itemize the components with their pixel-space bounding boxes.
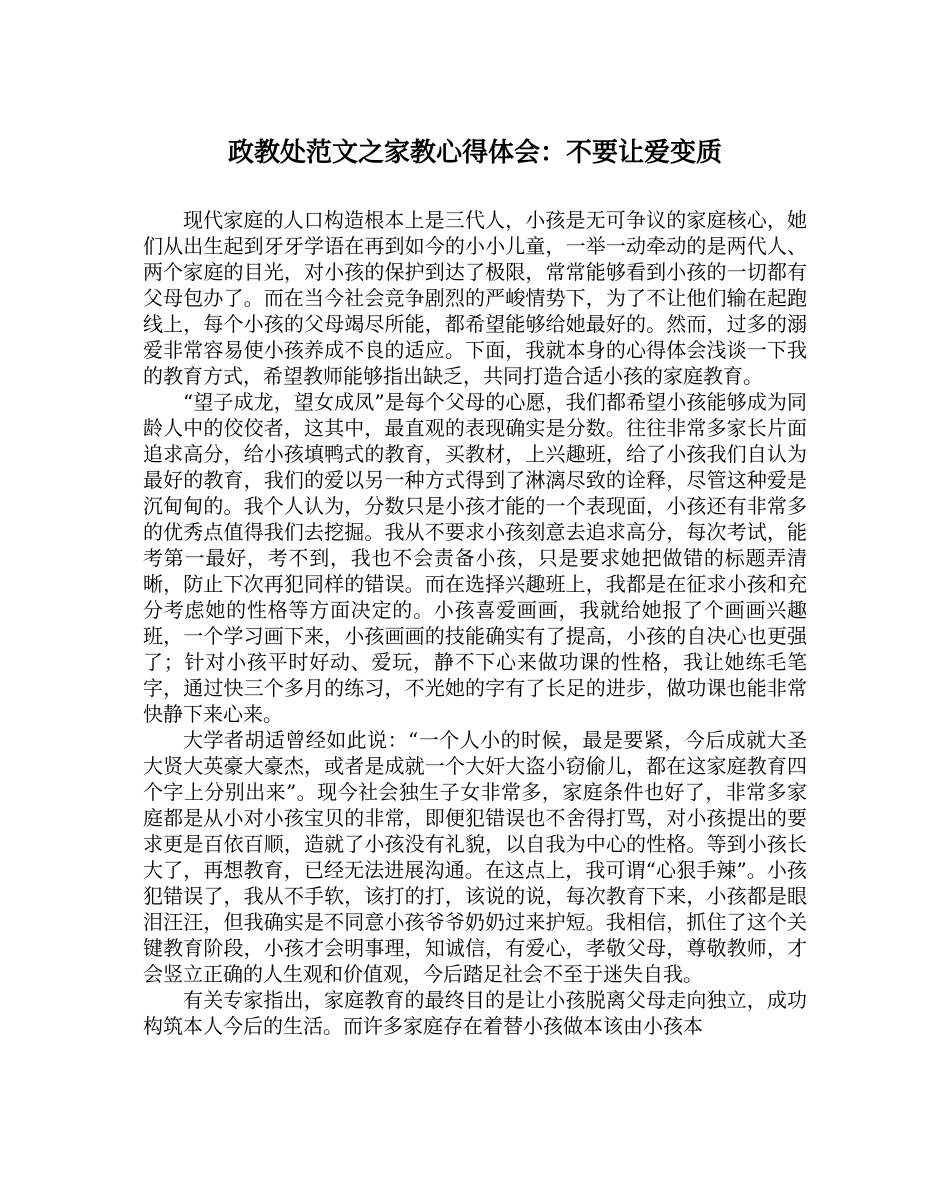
paragraph-4: 有关专家指出，家庭教育的最终目的是让小孩脱离父母走向独立，成功构筑本人今后的生活。而许多家庭存在着替小孩做本该由小孩本 — [143, 988, 807, 1038]
paragraph-1: 现代家庭的人口构造根本上是三代人，小孩是无可争议的家庭核心，她们从出生起到牙牙学语在再到如今的小小儿童，一举一动牵动的是两代人、两个家庭的目光，对小孩的保护到达了极限，常常能够看到小孩的一切都有父母包办了。而在当今社会竞争剧烈的严峻情势下，为了不让他们输在起跑线上，每个小孩的父母竭尽所能，都希望能够给她最好的。然而，过多的溺爱非常容易使小孩养成不良的适应。下面，我就本身的心得体会浅谈一下我的教育方式，希望教师能够指出缺乏，共同打造合适小孩的家庭教育。 — [143, 208, 807, 388]
document-body — [143, 207, 807, 1039]
paragraph-2: “望子成龙，望女成凤”是每个父母的心愿，我们都希望小孩能够成为同龄人中的佼佼者，这其中，最直观的表现确实是分数。往往非常多家长片面追求高分，给小孩填鸭式的教育，买教材，上兴趣班，给了小孩我们自认为最好的教育，我们的爱以另一种方式得到了淋漓尽致的诠释，尽管这种爱是沉甸甸的。我个人认为，分数只是小孩才能的一个表现面，小孩还有非常多的优秀点值得我们去挖掘。我从不要求小孩刻意去追求高分，每次考试，能考第一最好，考不到，我也不会责备小孩，只是要求她把做错的标题弄清晰，防止下次再犯同样的错误。而在选择兴趣班上，我都是在征求小孩和充分考虑她的性格等方面决定的。小孩喜爱画画，我就给她报了个画画兴趣班，一个学习画下来，小孩画画的技能确实有了提高，小孩的自决心也更强了；针对小孩平时好动、爱玩，静不下心来做功课的性格，我让她练毛笔字，通过快三个多月的练习，不光她的字有了长足的进步，做功课也能非常快静下来心来。 — [143, 390, 807, 726]
document-title: 政教处范文之家教心得体会：不要让爱变质 — [227, 138, 722, 168]
paragraph-3: 大学者胡适曾经如此说：“一个人小的时候，最是要紧，今后成就大圣大贤大英豪大豪杰，或者是成就一个大奸大盗小窃偷儿，都在这家庭教育四个字上分别出来”。现今社会独生子女非常多，家庭条件也好了，非常多家庭都是从小对小孩宝贝的非常，即便犯错误也不舍得打骂，对小孩提出的要求更是百依百顺，造就了小孩没有礼貌，以自我为中心的性格。等到小孩长大了，再想教育，已经无法进展沟通。在这点上，我可谓“心狠手辣”。小孩犯错误了，我从不手软，该打的打，该说的说，每次教育下来，小孩都是眼泪汪汪，但我确实是不同意小孩爷爷奶奶过来护短。我相信，抓住了这个关键教育阶段，小孩才会明事理，知诚信，有爱心，孝敬父母，尊敬教师，才会竖立正确的人生观和价值观，今后踏足社会不至于迷失自我。 — [143, 728, 807, 986]
